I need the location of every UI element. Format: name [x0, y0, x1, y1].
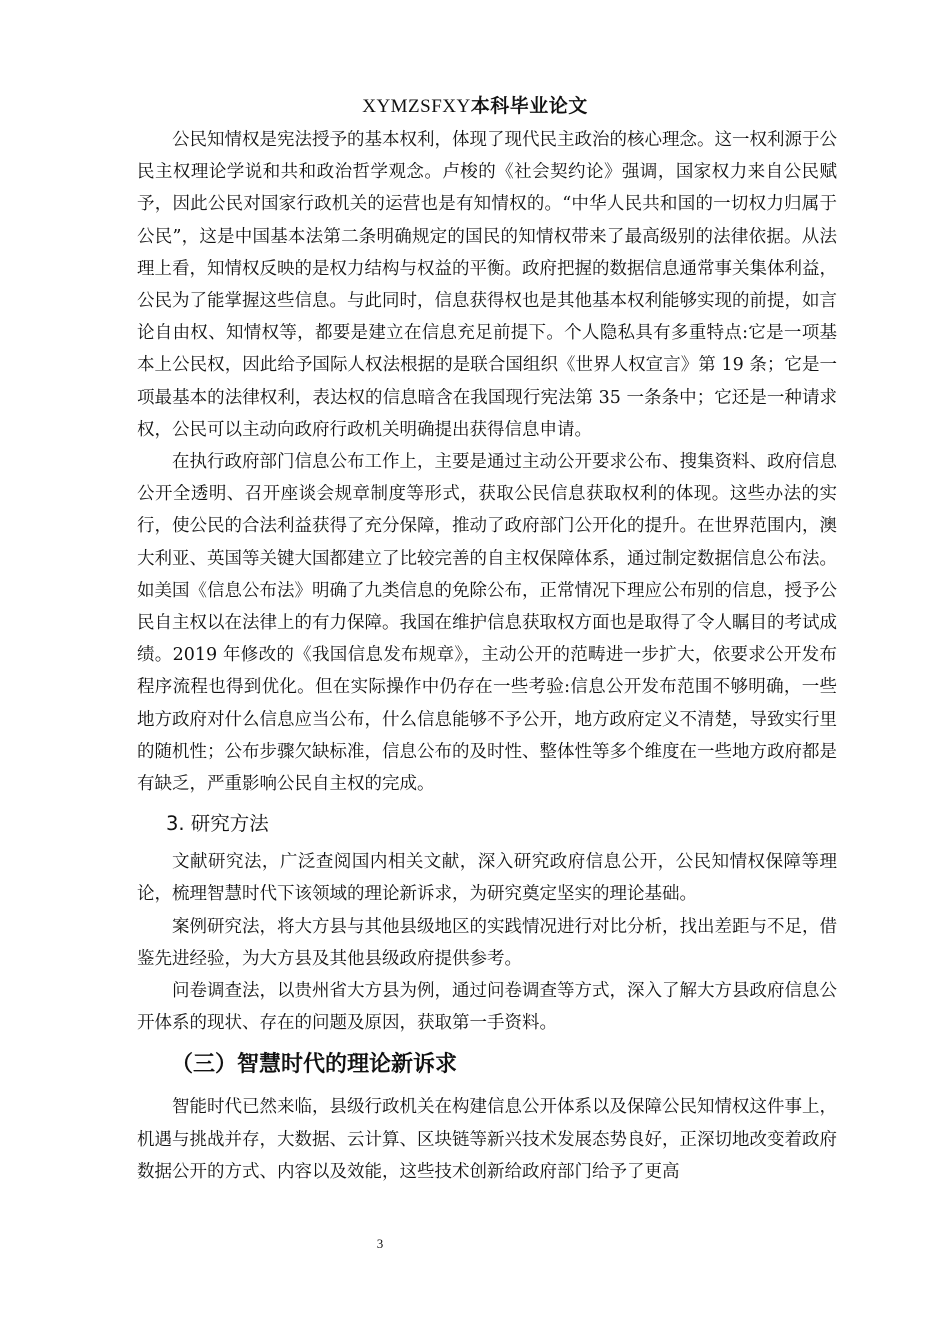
paragraph-information-disclosure: 在执行政府部门信息公布工作上，主要是通过主动公开要求公布、搜集资料、政府信息公开全透明、召开座谈会规章制度等形式，获取公民信息获取权利的体现。这些办法的实行，使公民的合法利益获得了充分保障，推动了政府部门公开化的提升。在世界范围内，澳大利亚、英国等关键大国都建立了比较完善的自主权保障体系，通过制定数据信息公布法。如美国《信息公布法》明确了九类信息的免除公布，正常情况下理应公布别的信息，授予公民自主权以在法律上的有力保障。我国在维护信息获取权方面也是取得了令人瞩目的考试成绩。2019 年修改的《我国信息发布规章》，主动公开的范畴进一步扩大，依要求公开发布程序流程也得到优化。但在实际操作中仍存在一些考验:信息公开发布范围不够明确，一些地方政府对什么信息应当公布，什么信息能够不予公开，地方政府定义不清楚，导致实行里的随机性；公布步骤欠缺标准，信息公布的及时性、整体性等多个维度在一些地方政府都是有缺乏，严重影响公民自主权的完成。 [137, 452, 837, 795]
paragraph-right-to-know: 公民知情权是宪法授予的基本权利，体现了现代民主政治的核心理念。这一权利源于公民主权理论学说和共和政治哲学观念。卢梭的《社会契约论》强调，国家权力来自公民赋予，因此公民对国家行政机关的运营也是有知情权的。“中华人民共和国的一切权力归属于公民”，这是中国基本法第二条明确规定的国民的知情权带来了最高级别的法律依据。从法理上看，知情权反映的是权力结构与权益的平衡。政府把握的数据信息通常事关集体利益，公民为了能掌握这些信息。与此同时，信息获得权也是其他基本权利能够实现的前提，如言论自由权、知情权等，都要是建立在信息充足前提下。个人隐私具有多重特点:它是一项基本上公民权，因此给予国际人权法根据的是联合国组织《世界人权宣言》第 19 条；它是一项最基本的法律权利，表达权的信息暗含在我国现行宪法第 35 一条条中；它还是一种请求权，公民可以主动向政府行政机关明确提出获得信息申请。 [137, 130, 837, 440]
paragraph-literature-method: 文献研究法，广泛查阅国内相关文献，深入研究政府信息公开，公民知情权保障等理论，梳理智慧时代下该领域的理论新诉求，为研究奠定坚实的理论基础。 [137, 852, 837, 905]
body-content [137, 124, 837, 1188]
paragraph-survey-method: 问卷调查法，以贵州省大方县为例，通过问卷调查等方式，深入了解大方县政府信息公开体系的现状、存在的问题及原因，获取第一手资料。 [137, 981, 837, 1034]
paragraph-case-method: 案例研究法，将大方县与其他县级地区的实践情况进行对比分析，找出差距与不足，借鉴先进经验，为大方县及其他县级政府提供参考。 [137, 916, 837, 969]
section-heading-smart-era: （三）智慧时代的理论新诉求 [171, 1052, 458, 1078]
page-header [0, 91, 950, 118]
paragraph-smart-era: 智能时代已然来临，县级行政机关在构建信息公开体系以及保障公民知情权这件事上，机遇与挑战并存，大数据、云计算、区块链等新兴技术发展态势良好，正深切地改变着政府数据公开的方式、内容以及效能，这些技术创新给政府部门给予了更高 [137, 1097, 837, 1182]
section-heading-research-methods: 3. 研究方法 [166, 812, 269, 836]
header-label: 本科毕业论文 [470, 95, 588, 117]
header-code: XYMZSFXY [362, 96, 471, 117]
page-number: 3 [376, 1236, 384, 1251]
